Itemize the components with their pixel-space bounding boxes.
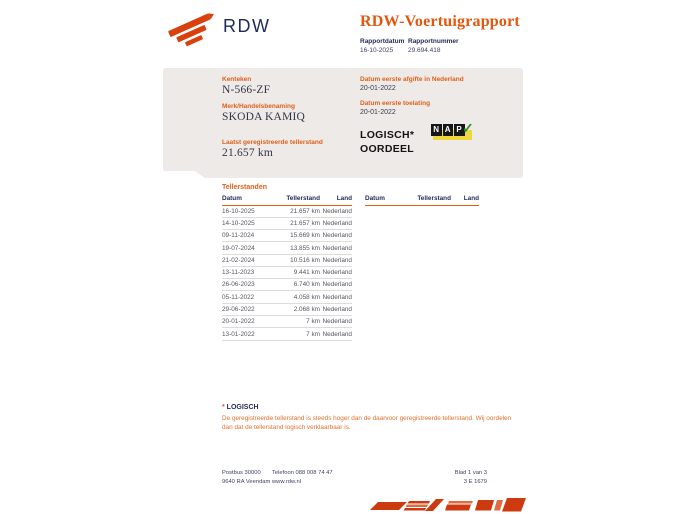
row-country: Nederland <box>320 303 352 315</box>
table-row <box>222 328 352 340</box>
col-header-country: Land <box>320 194 352 205</box>
row-odometer: 21.657 km <box>274 205 320 217</box>
row-odometer: 7 km <box>274 316 320 328</box>
nap-letter-p: P <box>454 124 465 136</box>
odometer-table-continued-header <box>365 194 479 205</box>
row-country: Nederland <box>320 316 352 328</box>
footnote-asterisk: * <box>222 404 227 411</box>
footer-contact <box>272 469 333 487</box>
footer-form-code: 3 E 1679 <box>463 479 487 485</box>
col-header-odometer-2: Tellerstand <box>411 194 451 205</box>
footnote-title <box>222 404 514 411</box>
first-admission-value: 20-01-2022 <box>360 109 396 116</box>
verdict-line2: OORDEEL <box>360 143 415 155</box>
odometer-label: Laatst geregistreerde tellerstand <box>222 139 323 146</box>
license-plate-label: Kenteken <box>222 76 252 83</box>
footer-phone: Telefoon 088 008 74 47 <box>272 470 333 476</box>
odometer-table <box>222 194 352 341</box>
table-row <box>222 230 352 242</box>
footer-page-number: Blad 1 van 3 <box>454 470 487 476</box>
row-odometer: 4.058 km <box>274 291 320 303</box>
col-header-country-2: Land <box>451 194 479 205</box>
row-date: 13-11-2023 <box>222 266 274 278</box>
table-row <box>222 279 352 291</box>
row-country: Nederland <box>320 242 352 254</box>
row-odometer: 6.740 km <box>274 279 320 291</box>
table-row <box>222 217 352 229</box>
row-date: 21-02-2024 <box>222 254 274 266</box>
vehicle-summary-card <box>163 68 523 178</box>
odometer-table-body <box>222 205 352 340</box>
table-row <box>222 316 352 328</box>
footer-address-line2: 9640 RA Veendam <box>222 479 271 485</box>
row-date: 09-11-2024 <box>222 230 274 242</box>
footer-website: www.rdw.nl <box>272 479 301 485</box>
vehicle-card-right-column <box>360 76 510 156</box>
brand-label: Merk/Handelsbenaming <box>222 103 295 110</box>
first-issue-label: Datum eerste afgifte in Nederland <box>360 76 464 83</box>
col-header-date: Datum <box>222 194 274 205</box>
report-date-label: Rapportdatum <box>360 38 405 45</box>
report-number-value: 29.694.418 <box>408 46 441 54</box>
row-date: 26-06-2023 <box>222 279 274 291</box>
odometer-value: 21.657 km <box>222 147 273 159</box>
first-admission-label: Datum eerste toelating <box>360 100 431 107</box>
row-date: 19-07-2024 <box>222 242 274 254</box>
report-date-block <box>360 38 404 55</box>
page-title: RDW-Voertuigrapport <box>360 13 520 30</box>
first-issue-value: 20-01-2022 <box>360 85 396 92</box>
row-odometer: 2.068 km <box>274 303 320 315</box>
table-row <box>222 303 352 315</box>
footer-page-info <box>420 469 487 487</box>
row-country: Nederland <box>320 291 352 303</box>
row-date: 29-06-2022 <box>222 303 274 315</box>
row-country: Nederland <box>320 266 352 278</box>
odometer-table-continued <box>365 194 479 206</box>
table-row <box>222 254 352 266</box>
footnote-title-text: LOGISCH <box>226 404 259 411</box>
row-date: 05-11-2022 <box>222 291 274 303</box>
table-row <box>222 242 352 254</box>
row-date: 13-01-2022 <box>222 328 274 340</box>
nap-letter-a: A <box>443 124 454 136</box>
row-country: Nederland <box>320 328 352 340</box>
verdict-line1: LOGISCH* <box>360 129 415 141</box>
row-country: Nederland <box>320 230 352 242</box>
nap-letter-n: N <box>431 124 442 136</box>
rdw-wordmark: RDW <box>223 16 271 36</box>
brand-value: SKODA KAMIQ <box>222 111 306 123</box>
row-odometer: 9.441 km <box>274 266 320 278</box>
vehicle-card-left-column <box>222 76 362 166</box>
odometer-table-header <box>222 194 352 205</box>
footer-address <box>222 469 270 487</box>
col-header-odometer: Tellerstand <box>274 194 320 205</box>
report-number-label: Rapportnummer <box>408 38 459 45</box>
verdict-block <box>360 120 510 156</box>
row-date: 14-10-2025 <box>222 217 274 229</box>
row-date: 20-01-2022 <box>222 316 274 328</box>
nap-check-icon: ✓ <box>462 120 475 136</box>
license-plate-value: N-566-ZF <box>222 84 271 96</box>
row-country: Nederland <box>320 217 352 229</box>
rdw-flag-logo-icon <box>167 12 219 50</box>
table-row <box>222 291 352 303</box>
report-number-block <box>408 38 459 55</box>
footnote-text: De geregistreerde tellerstand is steeds hoger dan de daarvoor geregistreerde tellerstand. Wij oordelen dan dat de tellerstand logisch verklaarbaar is. <box>222 415 512 431</box>
odometer-table-title: Tellerstanden <box>222 184 267 191</box>
row-odometer: 10.516 km <box>274 254 320 266</box>
row-odometer: 13.855 km <box>274 242 320 254</box>
nap-logo <box>431 120 481 144</box>
row-country: Nederland <box>320 279 352 291</box>
rdw-stripes-graphic-icon <box>370 496 526 514</box>
table-row <box>222 205 352 217</box>
card-corner-notch <box>163 171 205 178</box>
row-country: Nederland <box>320 205 352 217</box>
table-row <box>222 266 352 278</box>
row-country: Nederland <box>320 254 352 266</box>
row-odometer: 15.669 km <box>274 230 320 242</box>
row-odometer: 21.657 km <box>274 217 320 229</box>
col-header-date-2: Datum <box>365 194 411 205</box>
logisch-footnote <box>222 404 514 432</box>
footer-address-line1: Postbus 30000 <box>222 470 261 476</box>
report-date-value: 16-10-2025 <box>360 46 394 54</box>
row-date: 16-10-2025 <box>222 205 274 217</box>
row-odometer: 7 km <box>274 328 320 340</box>
